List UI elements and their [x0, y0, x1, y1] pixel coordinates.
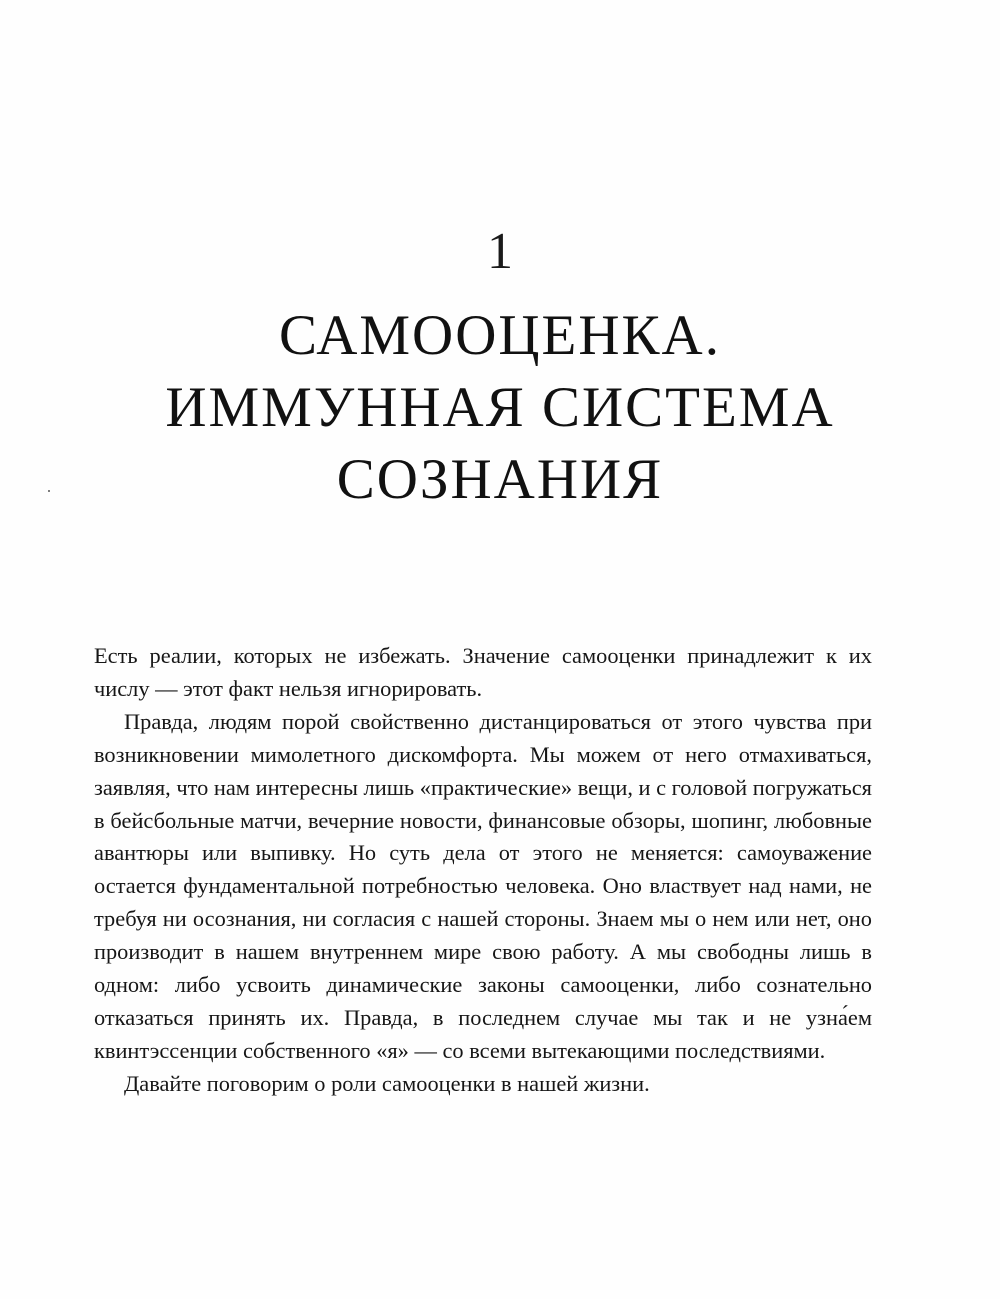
paragraph: Есть реалии, которых не избежать. Значение самооценки принадлежит к их числу — этот факт нельзя игнорировать.	[94, 643, 872, 701]
chapter-title	[60, 300, 940, 516]
chapter-title-line: САМООЦЕНКА.	[279, 304, 721, 367]
chapter-title-line: ИММУННАЯ СИСТЕМА	[165, 376, 835, 439]
chapter-number: 1	[487, 223, 513, 280]
chapter-body	[94, 640, 872, 1101]
chapter-title-line: СОЗНАНИЯ	[336, 448, 664, 511]
paragraph: Давайте поговорим о роли самооценки в нашей жизни.	[124, 1070, 650, 1096]
paragraph: Правда, людям порой свойственно дистанцироваться от этого чувства при возникновении мимолетного дискомфорта. Мы можем от него отмахиваться, заявляя, что нам интересны лишь «практические» вещи, и с головой погружаться в бейсбольные матчи, вечерние новости, финансовые обзоры, шопинг, любовные авантюры или выпивку. Но суть дела от этого не меняется: самоуважение остается фундаментальной потребностью человека. Оно властвует над нами, не требуя ни осознания, ни согласия с нашей стороны. Знаем мы о нем или нет, оно производит в нашем внутреннем мире свою работу. А мы свободны лишь в одном: либо усвоить динамические законы самооценки, либо сознательно отказаться принять их. Правда, в последнем случае мы так и не узна́ем квинтэссенции собственного «я» — со всеми вытекающими последствиями.	[94, 708, 872, 1063]
scan-speck	[48, 490, 50, 492]
